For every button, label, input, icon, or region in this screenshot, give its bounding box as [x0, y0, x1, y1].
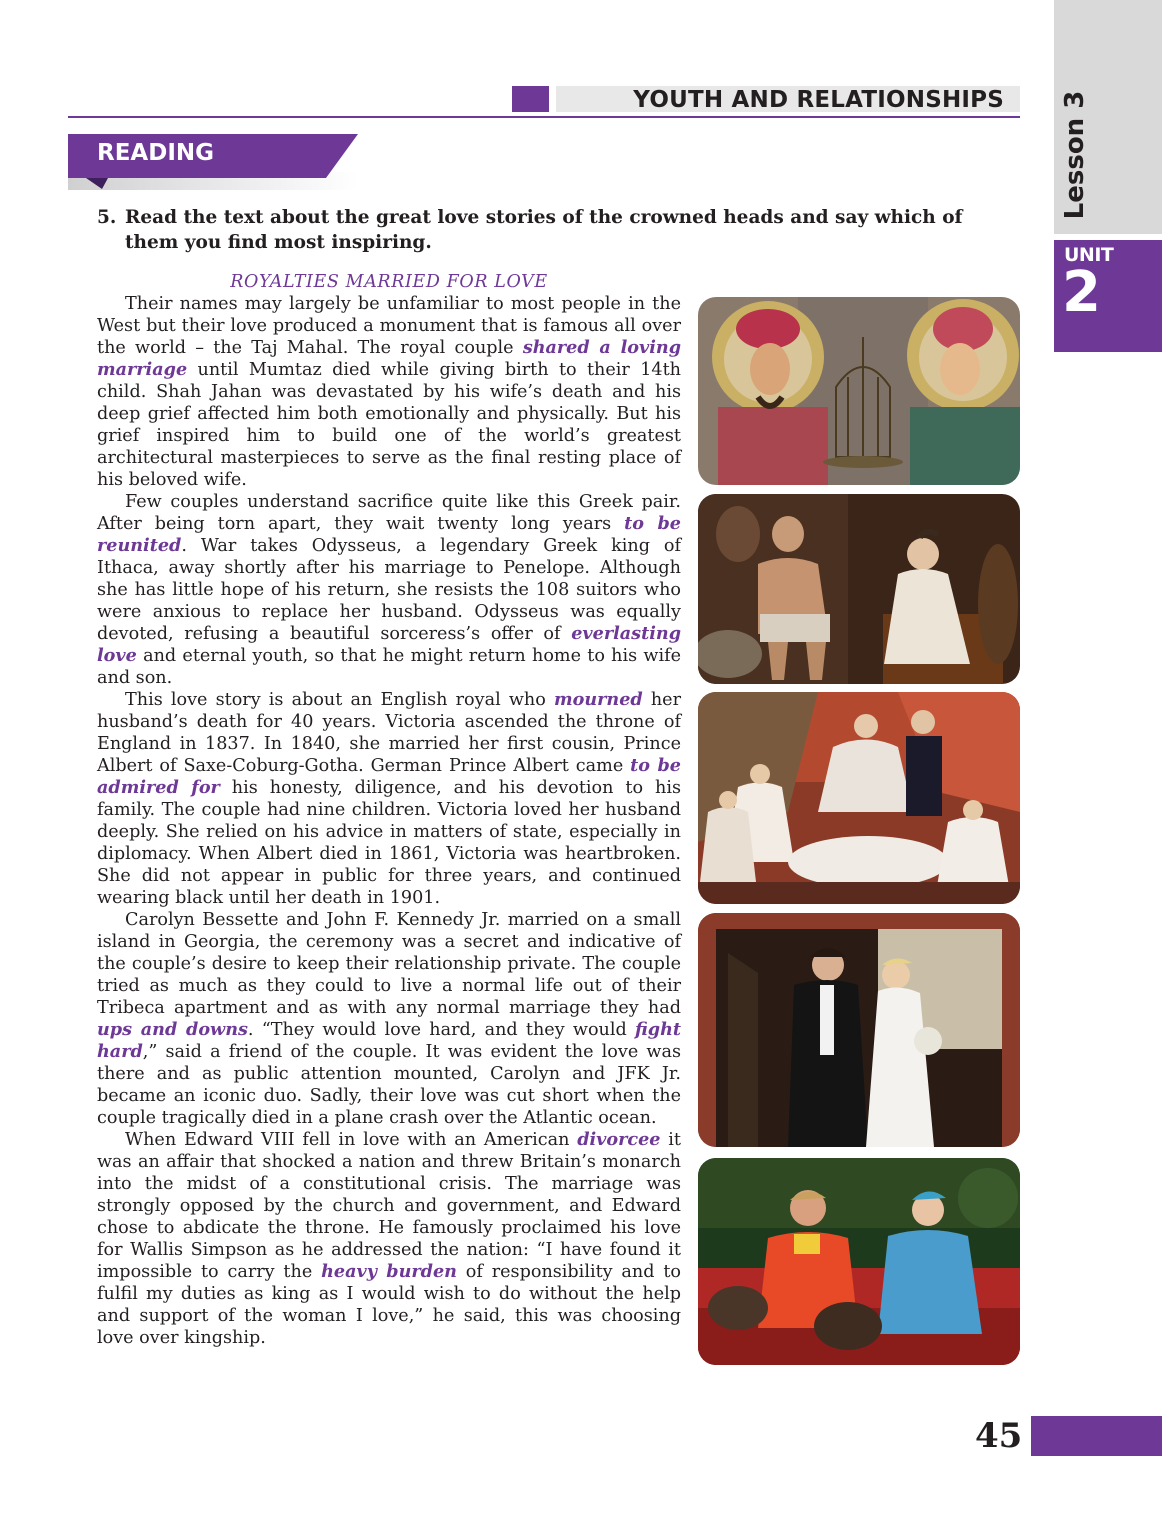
keyword-to-be-reunited: to be reunited [97, 513, 681, 556]
header-accent-block [512, 86, 549, 112]
section-title: YOUTH AND RELATIONSHIPS [633, 87, 1004, 113]
image-edward-wallis [698, 1158, 1020, 1365]
image-odysseus-penelope [698, 494, 1020, 684]
text-span: . “They would love hard, and they would [247, 1020, 635, 1040]
text-span: When Edward VIII fell in love with an American [125, 1130, 578, 1150]
image-kennedy-bessette-wedding [698, 913, 1020, 1147]
keyword-mourned: mourned [554, 689, 643, 710]
paragraph-edward [97, 1129, 681, 1349]
lesson-label-container [1045, 80, 1105, 230]
text-span: his honesty, diligence, and his devotion to his family. The couple had nine children. Victoria loved her husband deeply. She relied on his advice in matters of state, especially in diplomacy. When Albert died in 1861, Victoria was heartbroken. She did not appear in public for three years, and continued wearing black until her death in 1901. [97, 778, 681, 908]
image-victoria-albert-family [698, 692, 1020, 904]
text-span: and eternal youth, so that he might return home to his wife and son. [97, 646, 681, 688]
task-number: 5. [97, 207, 117, 228]
unit-label: UNIT [1064, 244, 1114, 266]
text-span: until Mumtaz died while giving birth to their 14th child. Shah Jahan was devastated by his wife’s death and his deep grief affected him both emotionally and physically. But his grief inspired him to build one of the world’s greatest architectural masterpieces to serve as the final resting place of his beloved wife. [97, 360, 681, 490]
paragraph-victoria [97, 689, 681, 909]
page-number-bar [1031, 1416, 1162, 1456]
text-span: ,” said a friend of the couple. It was evident the love was there and as public attention mounted, Carolyn and JFK Jr. became an iconic duo. Sadly, their love was cut short when the couple tragically died in a plane crash over the Atlantic ocean. [97, 1042, 681, 1128]
text-span: . War takes Odysseus, a legendary Greek king of Ithaca, away shortly after his marriage to Penelope. Although she has little hope of his return, she resists the 108 suitors who were anxious to replace her husband. Odysseus was equally devoted, refusing a beautiful sorceress’s offer of [97, 536, 681, 644]
keyword-to-be-admired-for: to be admired for [97, 755, 682, 798]
text-span: her husband’s death for 40 years. Victoria ascended the throne of England in 1837. In 1840, she married her first cousin, Prince Albert of Saxe-Coburg-Gotha. German Prince Albert came [97, 690, 682, 776]
paragraph-kennedy [97, 909, 681, 1129]
lesson-label: Lesson 3 [1060, 90, 1090, 220]
reading-label: READING [97, 140, 214, 166]
keyword-divorcee: divorcee [577, 1129, 661, 1150]
keyword-fight-hard: fight hard [97, 1019, 682, 1062]
article-title: ROYALTIES MARRIED FOR LOVE [230, 272, 548, 292]
task-text-line2: them you find most inspiring. [125, 232, 432, 253]
keyword-shared-a-loving-marriage: shared a loving marriage [97, 337, 681, 380]
text-span: Few couples understand sacrifice quite like this Greek pair. After being torn apart, they wait twenty long years [97, 492, 681, 534]
task-text-line1: Read the text about the great love stories of the crowned heads and say which of [125, 207, 963, 228]
unit-number: 2 [1062, 260, 1101, 325]
task-instruction [97, 205, 1021, 230]
keyword-ups-and-downs: ups and downs [97, 1019, 248, 1040]
text-span: it was an affair that shocked a nation and threw Britain’s monarch into the midst of a constitutional crisis. The marriage was strongly opposed by the church and government, and Edward chose to abdicate the throne. He famously proclaimed his love for Wallis Simpson as he addressed the nation: “I have found it impossible to carry the [97, 1130, 681, 1282]
image-shah-jahan-mumtaz [698, 297, 1020, 485]
paragraph-taj-mahal [97, 293, 681, 491]
keyword-everlasting-love: everlasting love [97, 623, 681, 666]
page-number: 45 [975, 1416, 1023, 1456]
header-divider [68, 116, 1020, 118]
text-span: Their names may largely be unfamiliar to most people in the West but their love produced a monument that is famous all over the world – the Taj Mahal. The royal couple [97, 294, 681, 358]
text-span: of responsibility and to fulfil my duties as king as I would wish to do without the help and support of the woman I love,” he said, this was choosing love over kingship. [97, 1262, 681, 1348]
paragraph-odysseus [97, 491, 681, 689]
text-span: Carolyn Bessette and John F. Kennedy Jr. married on a small island in Georgia, the ceremony was a secret and indicative of the couple’s desire to keep their relationship private. The couple tried as much as they could to live a normal life out of their Tribeca apartment and as with any normal marriage they had [97, 910, 681, 1018]
text-span: This love story is about an English royal who [125, 690, 554, 710]
article-body [97, 293, 681, 1349]
keyword-heavy-burden: heavy burden [321, 1261, 457, 1282]
